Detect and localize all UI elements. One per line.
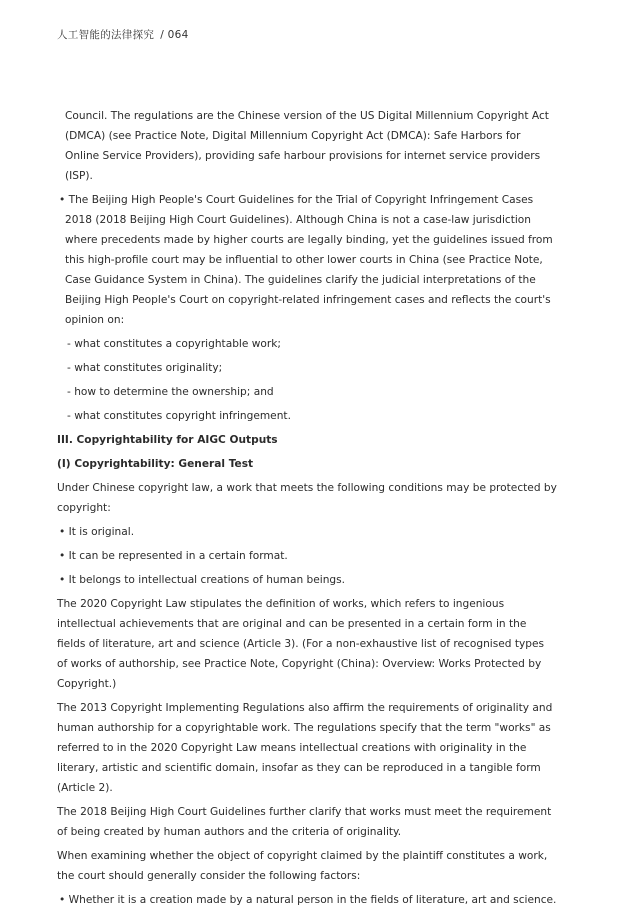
dash-item: - what constitutes a copyrightable work; (57, 334, 557, 354)
dash-item: - what constitutes originality; (57, 358, 557, 378)
guidelines-2018-paragraph: The 2018 Beijing High Court Guidelines further clarify that works must meet the requirement of being created by human authors and the criteria of originality. (57, 806, 552, 838)
condition-bullet: • It is original. (57, 522, 557, 542)
intro-paragraph: Council. The regulations are the Chinese version of the US Digital Millennium Copyright Act (DMCA) (see Practice Note, Digital Millennium Copyright Act (DMCA): Safe Harbors for Online Service Providers), providing safe harbour provisions for internet service providers (ISP). (65, 110, 549, 182)
document-body (57, 106, 557, 914)
dash-item: - what constitutes copyright infringement. (57, 406, 557, 426)
book-title: 人工智能的法律探究 (57, 29, 155, 41)
conditions-paragraph: Under Chinese copyright law, a work that meets the following conditions may be protected by copyright: (57, 482, 557, 514)
condition-bullet: • It can be represented in a certain format. (57, 546, 557, 566)
copyright-law-2020-paragraph: The 2020 Copyright Law stipulates the definition of works, which refers to ingenious intellectual achievements that are original and can be presented in a certain form in the fields of literature, art and science (Article 3). (For a non-exhaustive list of recognised types of works of authorship, see Practice Note, Copyright (China): Overview: Works Protected by Copyright.) (57, 598, 545, 690)
examining-paragraph: When examining whether the object of copyright claimed by the plaintiff constitutes a work, the court should generally consider the following factors: (57, 850, 548, 882)
condition-bullet: • It belongs to intellectual creations of human beings. (57, 570, 557, 590)
page-header (57, 27, 189, 42)
page-number: / 064 (160, 29, 189, 41)
implementing-regulations-2013-paragraph: The 2013 Copyright Implementing Regulations also affirm the requirements of originality and human authorship for a copyrightable work. The regulations specify that the term "works" as referred to in the 2020 Copyright Law means intellectual creations with originality in the literary, artistic and scientific domain, insofar as they can be reproduced in a tangible form (Article 2). (57, 702, 553, 794)
factor-bullet: • Whether it is a creation made by a natural person in the fields of literature, art and science. (57, 890, 557, 910)
dash-item: - how to determine the ownership; and (57, 382, 557, 402)
guidelines-bullet: • The Beijing High People's Court Guidelines for the Trial of Copyright Infringement Cases 2018 (2018 Beijing High Court Guidelines). Although China is not a case-law jurisdiction where precedents made by higher courts are legally binding, yet the guidelines issued from this high-profile court may be influential to other lower courts in China (see Practice Note, Case Guidance System in China). The guidelines clarify the judicial interpretations of the Beijing High People's Court on copyright-related infringement cases and reflects the court's opinion on: (57, 190, 557, 330)
subsection-heading: (I) Copyrightability: General Test (57, 458, 254, 470)
section-heading: III. Copyrightability for AIGC Outputs (57, 434, 278, 446)
